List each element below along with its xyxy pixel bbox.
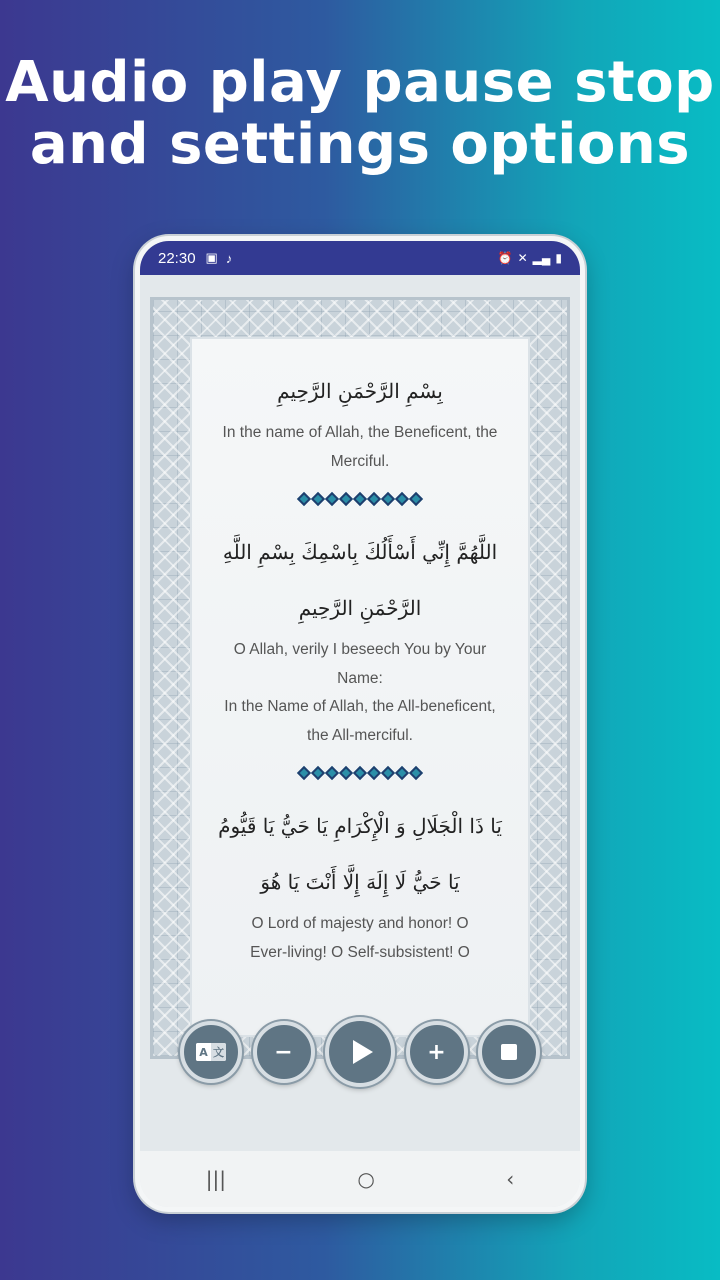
arabic-text-1: بِسْمِ الرَّحْمَنِ الرَّحِيمِ <box>277 379 443 403</box>
dua-text-page[interactable] <box>190 337 530 1037</box>
translation-line: In the name of Allah, the Beneficent, the <box>222 424 498 441</box>
alarm-icon: ⏰ <box>497 251 513 265</box>
ornamental-frame <box>150 297 570 1059</box>
audio-controls <box>180 1017 540 1087</box>
headline-line-1: Audio play pause stop <box>5 50 715 115</box>
back-button[interactable]: ‹ <box>506 1167 515 1191</box>
translation-line: Ever-living! O Self-subsistent! O <box>250 943 470 961</box>
home-button[interactable]: ○ <box>357 1167 375 1191</box>
translation-line: the All-merciful. <box>307 726 413 744</box>
diamond-divider <box>190 494 530 504</box>
translation-2 <box>190 636 530 750</box>
increase-button[interactable] <box>406 1021 468 1083</box>
translation-3 <box>190 910 530 967</box>
minus-icon: − <box>274 1039 293 1065</box>
stop-icon <box>501 1044 517 1060</box>
headline-line-2: and settings options <box>29 112 691 177</box>
app-screen <box>140 275 580 1161</box>
battery-icon: ▮ <box>555 251 562 265</box>
translation-line: Name: <box>337 669 383 687</box>
play-button[interactable] <box>325 1017 395 1087</box>
play-icon <box>353 1040 373 1064</box>
signal-icon: ▂▄ <box>532 251 551 265</box>
translation-1 <box>190 419 530 476</box>
recents-button[interactable]: ||| <box>205 1167 226 1191</box>
translation-line: Merciful. <box>330 452 390 470</box>
phone-mockup <box>135 236 585 1212</box>
arabic-text-3: يَا ذَا الْجَلَالِ وَ الْإِكْرَامِ يَا حَيُّ يَا قَيُّومُ يَا حَيُّ لَا إِلَهَ إِلَّا أَنْتَ يَا هُوَ <box>218 814 502 894</box>
image-icon: ▣ <box>205 250 218 265</box>
translation-line: O Lord of majesty and honor! O <box>251 915 469 932</box>
diamond-divider <box>190 768 530 778</box>
system-nav-bar <box>140 1151 580 1207</box>
mute-icon: ✕ <box>517 251 528 265</box>
translation-line: O Allah, verily I beseech You by Your <box>233 641 487 658</box>
status-bar <box>140 241 580 275</box>
stop-button[interactable] <box>478 1021 540 1083</box>
plus-icon: + <box>427 1039 446 1065</box>
translate-icon: A 文 <box>196 1043 226 1061</box>
music-note-icon: ♪ <box>225 250 233 266</box>
decrease-button[interactable] <box>253 1021 315 1083</box>
translation-line: In the Name of Allah, the All-beneficent, <box>224 698 496 715</box>
status-time: 22:30 <box>158 249 196 267</box>
language-toggle-button[interactable] <box>180 1021 242 1083</box>
promo-headline <box>0 52 720 176</box>
arabic-text-2: اللَّهُمَّ إِنِّي أَسْأَلُكَ بِاسْمِكَ بِسْمِ اللَّهِ الرَّحْمَنِ الرَّحِيمِ <box>222 540 498 620</box>
